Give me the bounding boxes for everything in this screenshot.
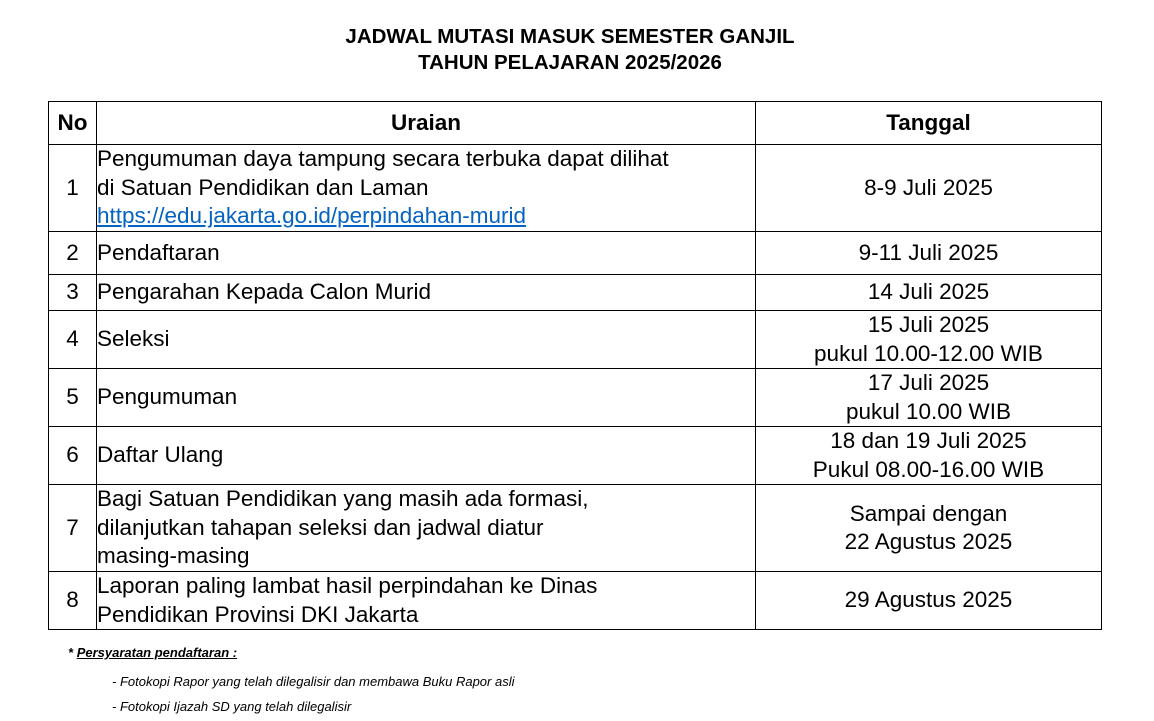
description-line: Bagi Satuan Pendidikan yang masih ada formasi,: [97, 486, 589, 512]
description-line: Pengarahan Kepada Calon Murid: [97, 279, 431, 305]
table-header-row: [49, 102, 1102, 145]
time-line: pukul 10.00 WIB: [845, 398, 1012, 424]
row-description: [97, 485, 756, 572]
description-line: Laporan paling lambat hasil perpindahan ke Dinas: [97, 573, 598, 598]
date-line: 9-11 Juli 2025: [858, 239, 999, 265]
table-row: [49, 311, 1102, 369]
header-tanggal: Tanggal: [756, 102, 1102, 145]
date-line: 18 dan 19 Juli 2025: [830, 428, 1027, 453]
row-description: [97, 275, 756, 311]
row-date: [756, 145, 1102, 232]
table-row: [49, 145, 1102, 232]
requirements-heading-text: Persyaratan pendaftaran :: [76, 645, 238, 660]
date-line: Sampai dengan: [849, 500, 1008, 526]
date-line: 17 Juli 2025: [867, 370, 990, 395]
date-line: 15 Juli 2025: [867, 312, 990, 337]
row-number: 1: [49, 145, 97, 232]
header-uraian: Uraian: [97, 102, 756, 145]
row-description: [97, 232, 756, 275]
row-number: 7: [49, 485, 97, 572]
row-date: [756, 485, 1102, 572]
description-line: Pendidikan Provinsi DKI Jakarta: [97, 601, 419, 627]
time-line: pukul 10.00-12.00 WIB: [814, 340, 1043, 366]
row-number: 5: [49, 369, 97, 427]
description-line: dilanjutkan tahapan seleksi dan jadwal diatur: [97, 514, 544, 540]
table-row: [49, 485, 1102, 572]
description-line: Pengumuman daya tampung secara terbuka dapat dilihat: [97, 146, 669, 172]
row-date: [756, 275, 1102, 311]
row-number: 8: [49, 572, 97, 630]
date-line: 22 Agustus 2025: [844, 529, 1013, 554]
requirements-notes: [68, 645, 515, 714]
row-date: [756, 232, 1102, 275]
requirement-item: - Fotokopi Rapor yang telah dilegalisir dan membawa Buku Rapor asli: [112, 674, 515, 689]
table-row: [49, 232, 1102, 275]
asterisk-mark: *: [68, 645, 74, 660]
title-line-1: JADWAL MUTASI MASUK SEMESTER GANJIL: [345, 25, 795, 48]
row-number: 2: [49, 232, 97, 275]
description-line: di Satuan Pendidikan dan Laman: [97, 174, 429, 200]
description-line: Pengumuman: [97, 384, 238, 410]
row-date: [756, 311, 1102, 369]
requirement-item: - Fotokopi Ijazah SD yang telah dilegalisir: [112, 699, 352, 714]
row-description: [97, 572, 756, 630]
date-line: 29 Agustus 2025: [844, 587, 1013, 613]
row-number: 4: [49, 311, 97, 369]
row-description: [97, 311, 756, 369]
row-description: [97, 369, 756, 427]
row-description: [97, 427, 756, 485]
document-title: [0, 24, 1140, 76]
description-line: Seleksi: [97, 326, 170, 352]
description-line: Daftar Ulang: [97, 442, 224, 468]
table-row: [49, 427, 1102, 485]
date-line: 8-9 Juli 2025: [864, 174, 993, 200]
row-number: 6: [49, 427, 97, 485]
title-line-2: TAHUN PELAJARAN 2025/2026: [418, 51, 722, 74]
header-no: No: [49, 102, 97, 145]
perpindahan-murid-link[interactable]: https://edu.jakarta.go.id/perpindahan-murid: [97, 203, 527, 229]
row-date: [756, 427, 1102, 485]
row-date: [756, 369, 1102, 427]
row-number: 3: [49, 275, 97, 311]
schedule-table: [48, 101, 1102, 630]
time-line: Pukul 08.00-16.00 WIB: [812, 456, 1045, 482]
row-description: [97, 145, 756, 232]
table-row: [49, 572, 1102, 630]
table-row: [49, 369, 1102, 427]
date-line: 14 Juli 2025: [867, 279, 990, 305]
description-line: masing-masing: [97, 543, 250, 569]
requirements-heading: [68, 645, 237, 660]
table-row: [49, 275, 1102, 311]
row-date: [756, 572, 1102, 630]
description-line: Pendaftaran: [97, 239, 220, 265]
